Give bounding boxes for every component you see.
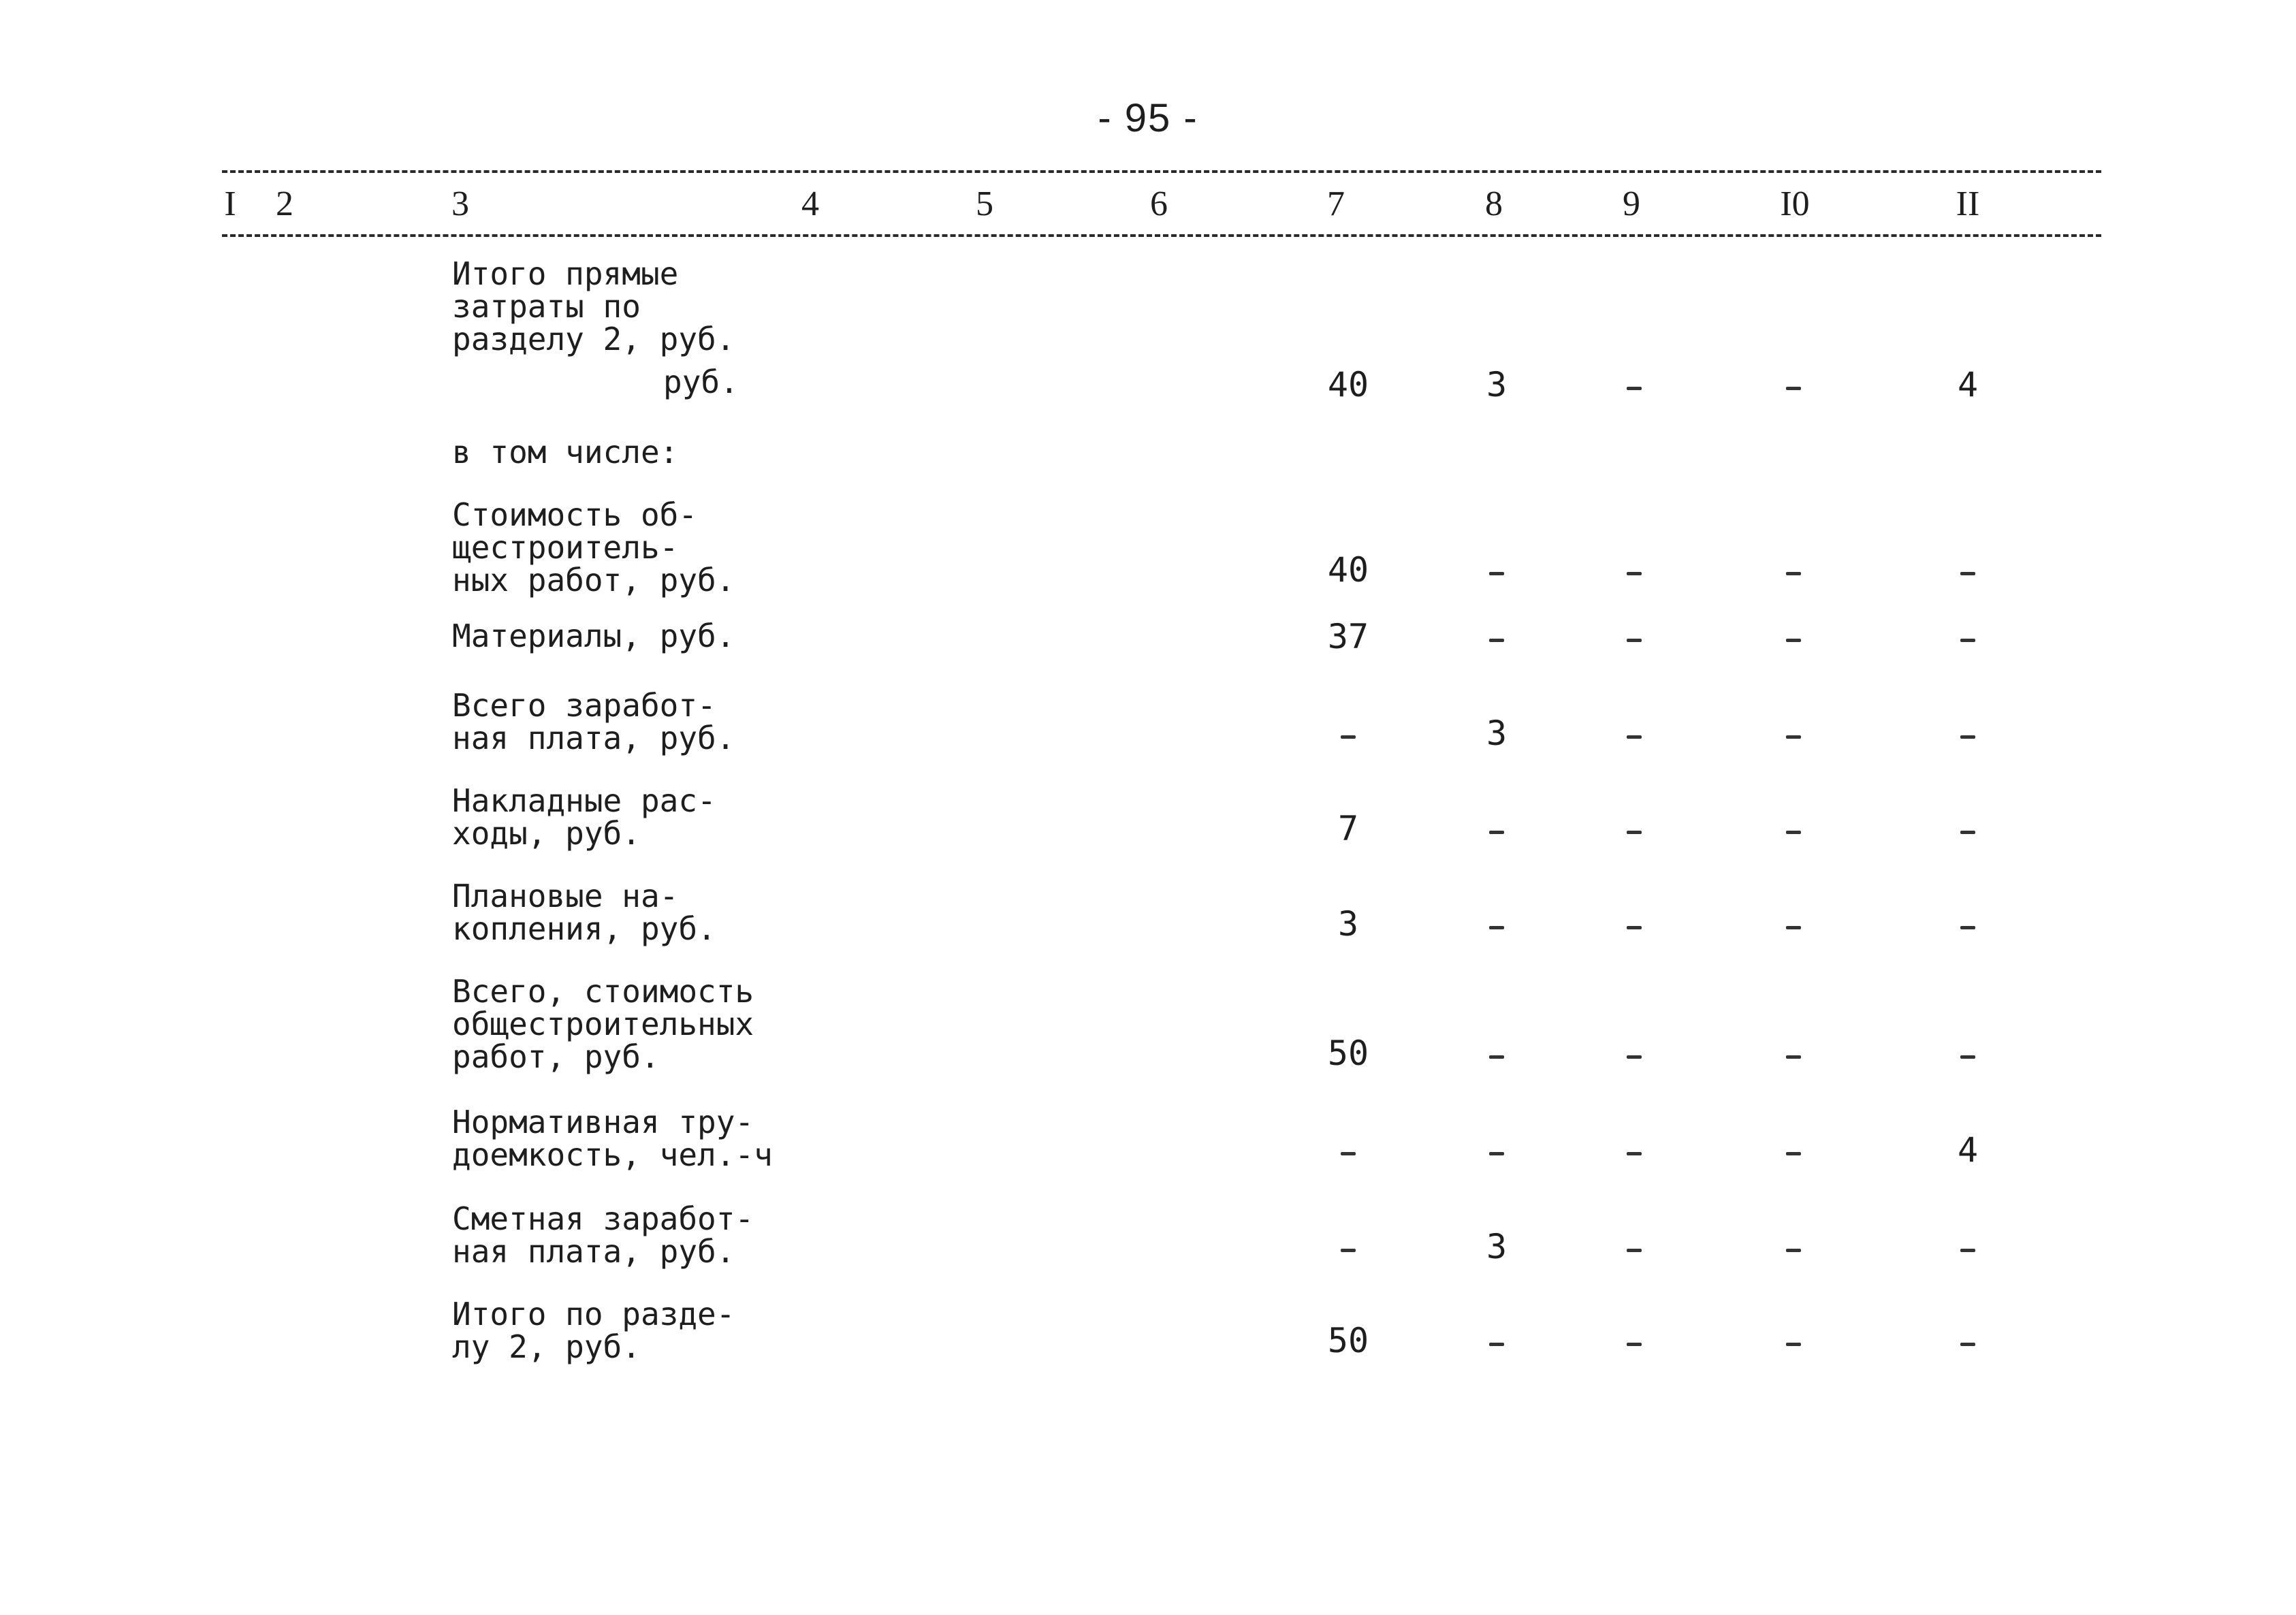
column-header: 3: [451, 185, 469, 223]
cell-dash: [1786, 572, 1801, 575]
cell-dash: [1786, 387, 1801, 390]
row-label: [452, 1106, 773, 1171]
cell-value: 7: [1337, 809, 1359, 848]
cell-value: 50: [1327, 1321, 1369, 1360]
row-label-line: лу 2, руб.: [452, 1328, 641, 1365]
row-label: [452, 498, 735, 596]
cell-value: 50: [1327, 1034, 1369, 1073]
row-label-line: копления, руб.: [452, 910, 716, 947]
page-number: - 95 -: [1098, 96, 1198, 140]
cell-dash: [1489, 639, 1504, 642]
column-header: 5: [976, 185, 993, 223]
row-label-line: ных работ, руб.: [452, 562, 735, 598]
cell-dash: [1341, 1152, 1356, 1155]
cell-dash: [1960, 831, 1975, 834]
row-label: [452, 257, 735, 355]
row-label-line: общестроительных: [452, 1006, 754, 1042]
row-label-line: Всего, стоимость: [452, 973, 754, 1010]
cell-value: 4: [1957, 365, 1979, 404]
cell-value: 40: [1327, 550, 1369, 590]
cell-dash: [1960, 1055, 1975, 1059]
cell-dash: [1627, 639, 1642, 642]
row-label: [452, 880, 716, 945]
cell-dash: [1627, 926, 1642, 929]
cell-dash: [1960, 572, 1975, 575]
cell-dash: [1489, 572, 1504, 575]
row-label-line: работ, руб.: [452, 1038, 660, 1075]
cell-dash: [1960, 1249, 1975, 1252]
cell-dash: [1786, 926, 1801, 929]
row-label-line: ная плата, руб.: [452, 720, 735, 756]
cell-dash: [1627, 1343, 1642, 1346]
cell-value: 4: [1957, 1130, 1979, 1170]
row-label: [452, 975, 754, 1073]
row-label-line: ходы, руб.: [452, 815, 641, 852]
cell-value: 3: [1486, 714, 1508, 753]
row-label-line: Сметная заработ-: [452, 1200, 754, 1237]
cell-dash: [1341, 1249, 1356, 1252]
cell-dash: [1786, 1249, 1801, 1252]
cell-dash: [1960, 926, 1975, 929]
cell-value: 3: [1337, 904, 1359, 944]
cell-value: 40: [1327, 365, 1369, 404]
row-label-line: Плановые на-: [452, 878, 679, 914]
cell-value: 37: [1327, 617, 1369, 656]
cell-dash: [1627, 387, 1642, 390]
column-header: 7: [1327, 185, 1345, 223]
row-label-line: Нормативная тру-: [452, 1104, 754, 1140]
row-label-line: щестроитель-: [452, 529, 679, 566]
row-label: [452, 689, 735, 754]
column-header: 8: [1485, 185, 1503, 223]
cell-dash: [1489, 1152, 1504, 1155]
column-header: I: [224, 185, 236, 223]
row-label: [452, 436, 678, 468]
row-label: [452, 784, 716, 850]
row-label: [452, 1298, 735, 1363]
cell-value: 3: [1486, 365, 1508, 404]
row-label-line: Итого прямые: [452, 255, 679, 292]
cell-value: 3: [1486, 1227, 1508, 1266]
cell-dash: [1627, 572, 1642, 575]
cell-dash: [1341, 735, 1356, 739]
cell-dash: [1489, 1055, 1504, 1059]
cell-dash: [1960, 735, 1975, 739]
cell-dash: [1786, 639, 1801, 642]
row-unit-label: руб.: [663, 364, 739, 400]
row-label-line: Всего заработ-: [452, 687, 716, 724]
row-label-line: Стоимость об-: [452, 496, 698, 533]
cell-dash: [1627, 1152, 1642, 1155]
column-header: 6: [1150, 185, 1168, 223]
column-header: 2: [276, 185, 293, 223]
cell-dash: [1786, 1152, 1801, 1155]
cell-dash: [1627, 1249, 1642, 1252]
cell-dash: [1489, 926, 1504, 929]
cell-dash: [1786, 1343, 1801, 1346]
cell-dash: [1627, 831, 1642, 834]
column-header: I0: [1780, 185, 1810, 223]
row-label-line: Материалы, руб.: [452, 618, 735, 654]
cell-dash: [1960, 639, 1975, 642]
row-label: [452, 620, 735, 652]
row-label-line: доемкость, чел.-ч: [452, 1136, 773, 1173]
cell-dash: [1627, 735, 1642, 739]
cell-dash: [1489, 831, 1504, 834]
cell-dash: [1960, 1343, 1975, 1346]
cell-dash: [1786, 735, 1801, 739]
column-header: 4: [801, 185, 819, 223]
column-header: II: [1956, 185, 1980, 223]
row-label-line: разделу 2, руб.: [452, 321, 735, 357]
cell-dash: [1489, 1343, 1504, 1346]
row-label-line: ная плата, руб.: [452, 1233, 735, 1270]
row-label-line: в том числе:: [452, 434, 679, 470]
row-label-line: Итого по разде-: [452, 1296, 735, 1332]
cell-dash: [1627, 1055, 1642, 1059]
row-label-line: Накладные рас-: [452, 782, 716, 819]
cell-dash: [1786, 831, 1801, 834]
row-label-line: затраты по: [452, 288, 641, 325]
row-label: [452, 1202, 754, 1268]
cell-dash: [1786, 1055, 1801, 1059]
column-header: 9: [1623, 185, 1640, 223]
